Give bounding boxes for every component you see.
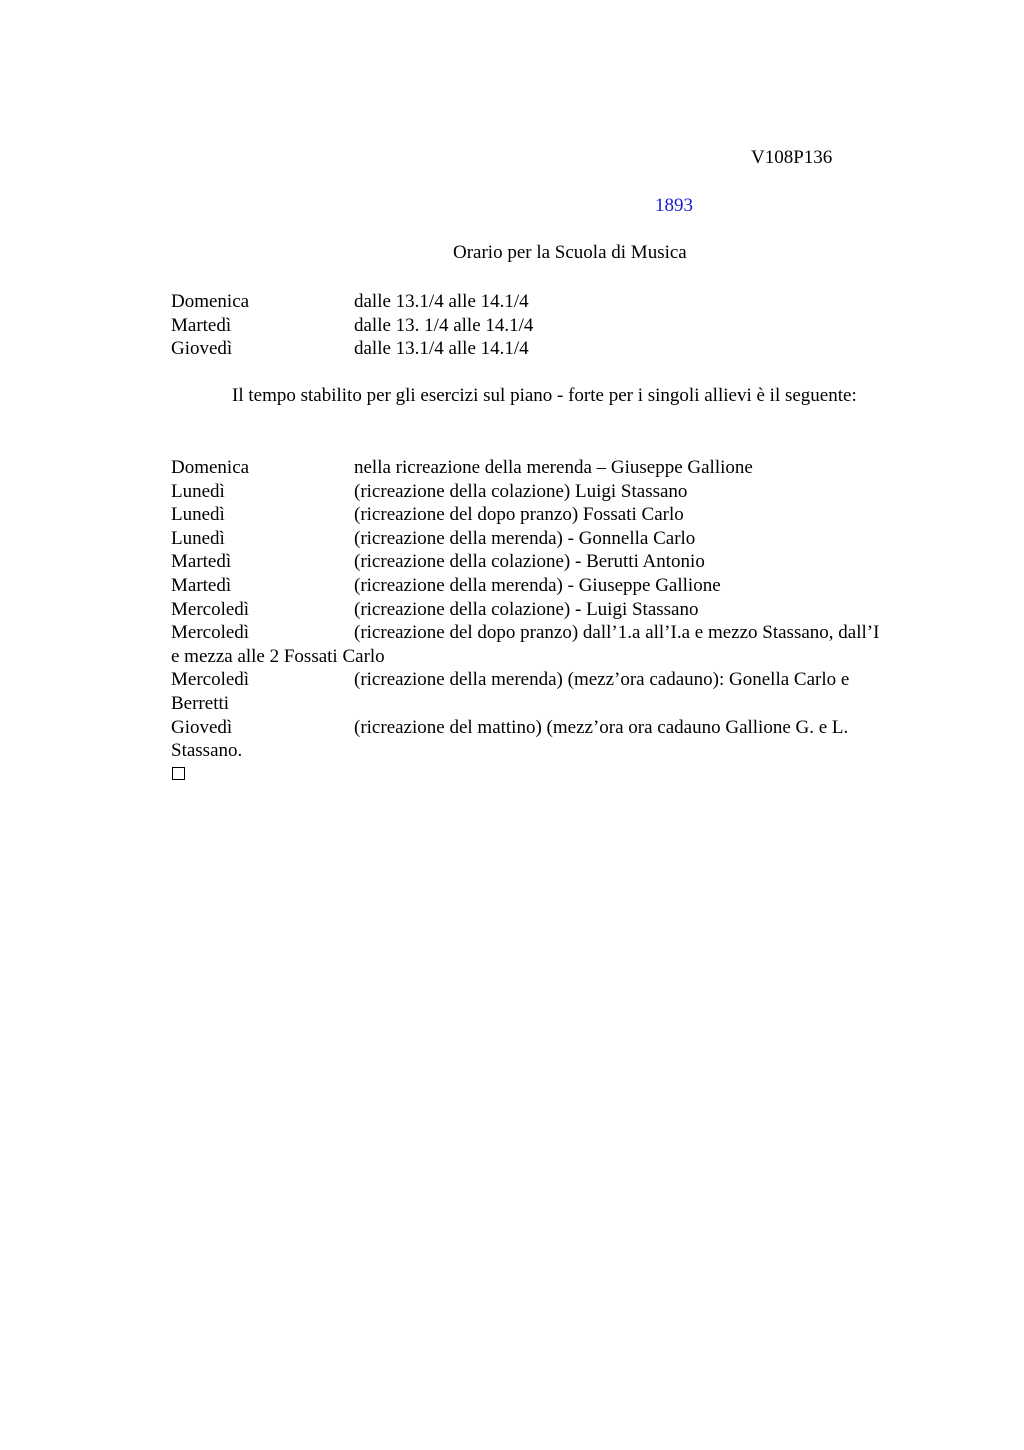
- exercise-day: Martedì: [171, 574, 232, 596]
- exercise-continuation: Berretti: [171, 692, 230, 714]
- exercise-row: [171, 550, 931, 574]
- exercise-row: [171, 574, 931, 598]
- exercise-row: [171, 716, 931, 763]
- hours-day: Domenica: [171, 291, 250, 312]
- hours-day: Martedì: [171, 314, 232, 336]
- exercise-day: Mercoledì: [171, 622, 250, 644]
- exercise-day: Lunedì: [171, 480, 225, 502]
- exercise-text: (ricreazione della colazione) - Berutti Antonio: [354, 551, 705, 573]
- exercise-row: [171, 527, 931, 551]
- exercise-row: [171, 668, 931, 715]
- exercise-day: Domenica: [171, 457, 250, 478]
- exercise-schedule-list: [171, 456, 931, 763]
- exercise-text: (ricreazione del mattino) (mezz’ora ora cadauno Gallione G. e L.: [354, 716, 849, 738]
- exercise-day: Giovedì: [171, 716, 233, 738]
- exercise-row: [171, 598, 931, 622]
- hours-time: dalle 13. 1/4 alle 14.1/4: [354, 314, 534, 336]
- exercise-row: [171, 480, 931, 504]
- exercise-day: Mercoledì: [171, 598, 250, 620]
- exercise-text: nella ricreazione della merenda – Giuseppe Gallione: [354, 457, 753, 478]
- exercise-text: (ricreazione della merenda) - Giuseppe Gallione: [354, 574, 721, 596]
- document-reference: V108P136: [751, 147, 833, 168]
- hours-time: dalle 13.1/4 alle 14.1/4: [354, 338, 529, 360]
- exercise-text: (ricreazione della colazione) Luigi Stassano: [354, 480, 688, 502]
- hours-row: [171, 290, 931, 314]
- exercise-text: (ricreazione del dopo pranzo) dall’1.a all’I.a e mezzo Stassano, dall’I: [354, 622, 880, 644]
- hours-time: dalle 13.1/4 alle 14.1/4: [354, 291, 529, 312]
- exercise-row: [171, 621, 931, 668]
- hours-row: [171, 337, 931, 361]
- exercise-text: (ricreazione della merenda) (mezz’ora cadauno): Gonella Carlo e: [354, 669, 850, 691]
- exercise-text: (ricreazione della colazione) - Luigi Stassano: [354, 598, 699, 620]
- exercise-text: (ricreazione della merenda) - Gonnella Carlo: [354, 527, 696, 549]
- exercise-day: Lunedì: [171, 527, 225, 549]
- exercise-day: Martedì: [171, 551, 232, 573]
- exercise-day: Mercoledì: [171, 669, 250, 691]
- exercise-text: (ricreazione del dopo pranzo) Fossati Carlo: [354, 504, 684, 526]
- exercise-continuation: e mezza alle 2 Fossati Carlo: [171, 645, 385, 667]
- lesson-hours-list: [171, 290, 931, 361]
- exercise-row: [171, 503, 931, 527]
- hours-row: [171, 314, 931, 338]
- exercise-intro: Il tempo stabilito per gli esercizi sul piano - forte per i singoli allievi è il seguente:: [232, 385, 857, 406]
- document-title: Orario per la Scuola di Musica: [453, 242, 687, 263]
- document-year[interactable]: 1893: [655, 195, 693, 216]
- hours-day: Giovedì: [171, 338, 233, 360]
- checkbox-icon: [172, 767, 185, 780]
- exercise-continuation: Stassano.: [171, 740, 243, 762]
- exercise-day: Lunedì: [171, 504, 225, 526]
- exercise-row: [171, 456, 931, 480]
